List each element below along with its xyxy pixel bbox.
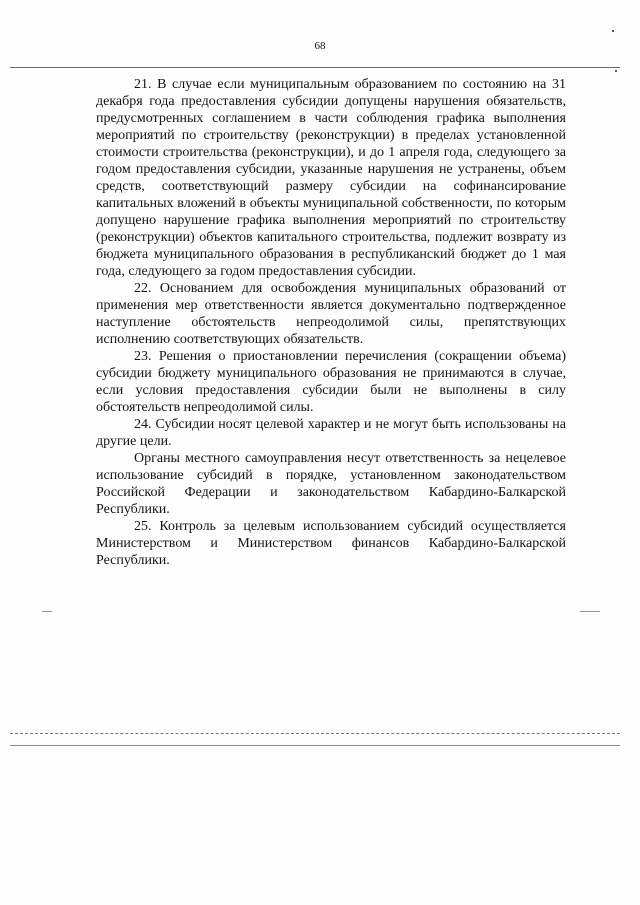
paragraph-25: 25. Контроль за целевым использованием субсидий осуществляется Министерством и Министерством финансов Кабардино-Балкарской Республики.: [96, 519, 566, 568]
paragraph-24: 24. Субсидии носят целевой характер и не могут быть использованы на другие цели.: [96, 417, 566, 449]
paragraph-23: 23. Решения о приостановлении перечисления (сокращении объема) субсидии бюджету муниципального образования не принимаются в случае, если условия предоставления субсидии были не выполнены в силу обстоятельств непреодолимой силы.: [96, 349, 566, 415]
header-rule: [10, 67, 620, 68]
footer-rule: [10, 733, 620, 734]
scan-speck: [612, 30, 614, 32]
scan-mark: [42, 611, 52, 612]
page-number: 68: [314, 40, 326, 52]
footer-rule: [10, 745, 620, 746]
paragraph-21: 21. В случае если муниципальным образованием по состоянию на 31 декабря года предоставления субсидии допущены нарушения обязательств, предусмотренных соглашением в части соблюдения графика выполнения мероприятий по строительству (реконструкции) в пределах установленной стоимости строительства (реконструкции), и до 1 апреля года, следующего за годом предоставления субсидии, указанные нарушения не устранены, объем средств, соответствующий размеру субсидии на софинансирование капитальных вложений в объекты муниципальной собственности, по которым допущено нарушение графика выполнения мероприятий по строительству (реконструкции) объектов капитального строительства, подлежит возврату из бюджета муниципального образования в республиканский бюджет до 1 мая года, следующего за годом предоставления субсидии.: [96, 77, 566, 279]
document-body: [96, 76, 566, 569]
paragraph-22: 22. Основанием для освобождения муниципальных образований от применения мер ответственности является документально подтвержденное наступление обстоятельств непреодолимой силы, препятствующих исполнению соответствующих обязательств.: [96, 281, 566, 347]
scan-speck: [615, 70, 617, 72]
scan-mark: [580, 611, 600, 612]
paragraph-24-responsibility: Органы местного самоуправления несут ответственность за нецелевое использование субсидий в порядке, установленном законодательством Российской Федерации и законодательством Кабардино-Балкарской Республики.: [96, 451, 566, 517]
